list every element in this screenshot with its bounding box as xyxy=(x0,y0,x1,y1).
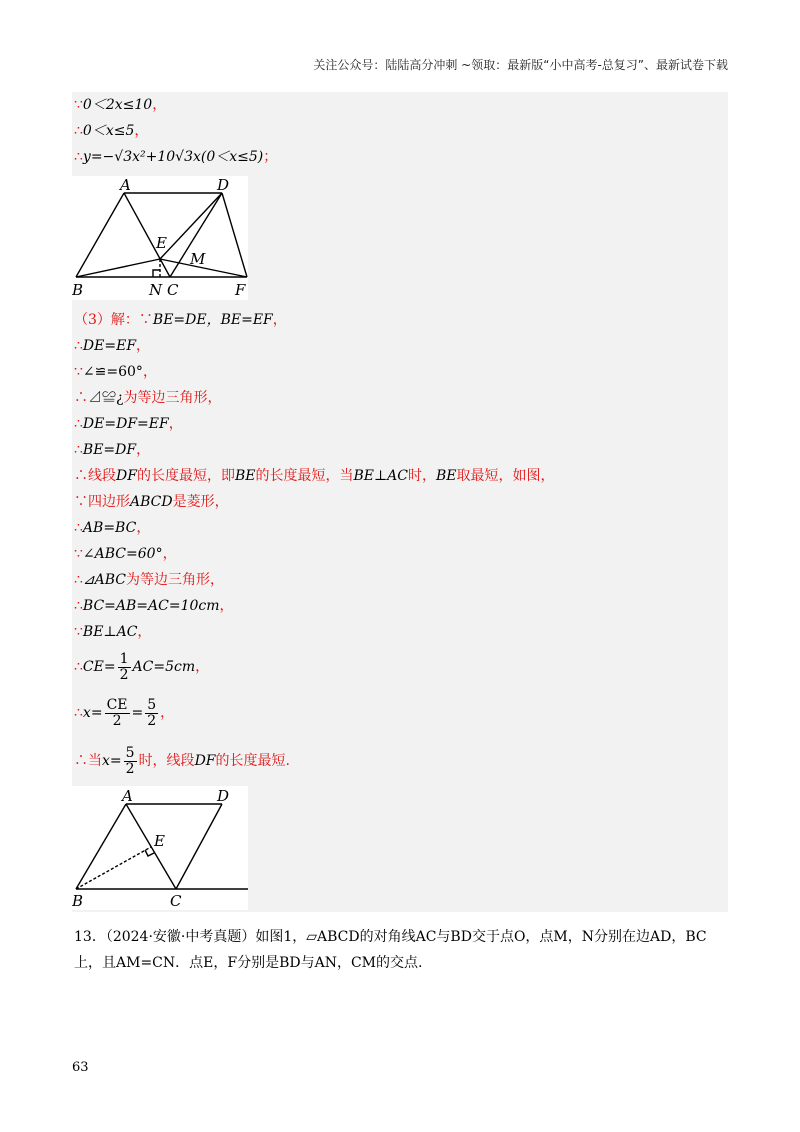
solution-line: ∴BE=DF， xyxy=(74,442,151,458)
solution-line: ∴CE= $\frac{1}{2}$ AC=5cm， xyxy=(74,650,210,683)
solution-line: ∴DE=DF=EF， xyxy=(74,416,183,432)
label-f: F xyxy=(235,281,246,299)
solution-line: ∴BC=AB=AC=10cm， xyxy=(74,598,234,614)
solution-line: ∴线段DF的长度最短，即BE的长度最短，当BE⊥AC时，BE取最短，如图， xyxy=(74,468,555,484)
page-number: 63 xyxy=(72,1060,89,1075)
label-n: N xyxy=(149,281,163,299)
solution-line: ∴AB=BC， xyxy=(74,520,151,536)
label-e: E xyxy=(154,832,165,850)
label-b: B xyxy=(72,281,84,299)
solution-line: ∴当x= $\frac{5}{2}$ 时，线段DF的长度最短. xyxy=(74,744,290,777)
label-m: M xyxy=(190,250,206,268)
label-c: C xyxy=(167,281,179,299)
fraction: $\frac{5}{2}$ xyxy=(147,696,157,729)
question-13-line-2: 上，且AM=CN．点E，F分别是BD与AN，CM的交点. xyxy=(74,955,423,971)
geometry-figure-2 xyxy=(72,786,248,910)
solution-line: ∵∠≌=60°， xyxy=(74,364,157,380)
label-c: C xyxy=(170,892,182,910)
label-d: D xyxy=(217,176,230,194)
question-13-line-1: 13．（2024·安徽·中考真题）如图1，▱ABCD的对角线AC与BD交于点O，点M，N分别在边AD，BC xyxy=(74,929,707,945)
label-e: E xyxy=(156,234,167,252)
solution-line: （3）解：∵BE=DE，BE=EF， xyxy=(74,312,287,328)
fraction: $\frac{5}{2}$ xyxy=(125,744,135,777)
page-header: 关注公众号：陆陆高分冲刺 ~领取：最新版“小中高考-总复习”、最新试卷下载 xyxy=(313,58,728,72)
solution-line: ∴⊿ABC为等边三角形， xyxy=(74,572,225,588)
figure-1-diagram xyxy=(72,176,248,300)
solution-line: ∵BE⊥AC， xyxy=(74,624,152,640)
label-d: D xyxy=(217,787,230,805)
solution-line: ∴y=−√3x²+10√3x(0＜x≤5)； xyxy=(74,149,278,165)
figure-2-diagram xyxy=(72,786,248,910)
solution-line: ∵0＜2x≤10， xyxy=(74,97,167,113)
solution-line: ∴DE=EF， xyxy=(74,338,151,354)
solution-line: ∴x= $\frac{CE}{2}$ = $\frac{5}{2}$ ， xyxy=(74,696,175,729)
question-13 xyxy=(74,924,734,976)
fraction: $\frac{CE}{2}$ xyxy=(106,696,128,729)
solution-line: ∴0＜x≤5， xyxy=(74,123,149,139)
geometry-figure-1 xyxy=(72,176,248,300)
label-a: A xyxy=(120,176,131,194)
solution-line: ∵四边形ABCD是菱形， xyxy=(74,494,229,510)
label-b: B xyxy=(72,892,84,910)
fraction: $\frac{1}{2}$ xyxy=(119,650,129,683)
label-a: A xyxy=(122,787,133,805)
solution-line: ∴⊿≌¿为等边三角形， xyxy=(74,390,222,406)
solution-line: ∵∠ABC=60°， xyxy=(74,546,177,562)
